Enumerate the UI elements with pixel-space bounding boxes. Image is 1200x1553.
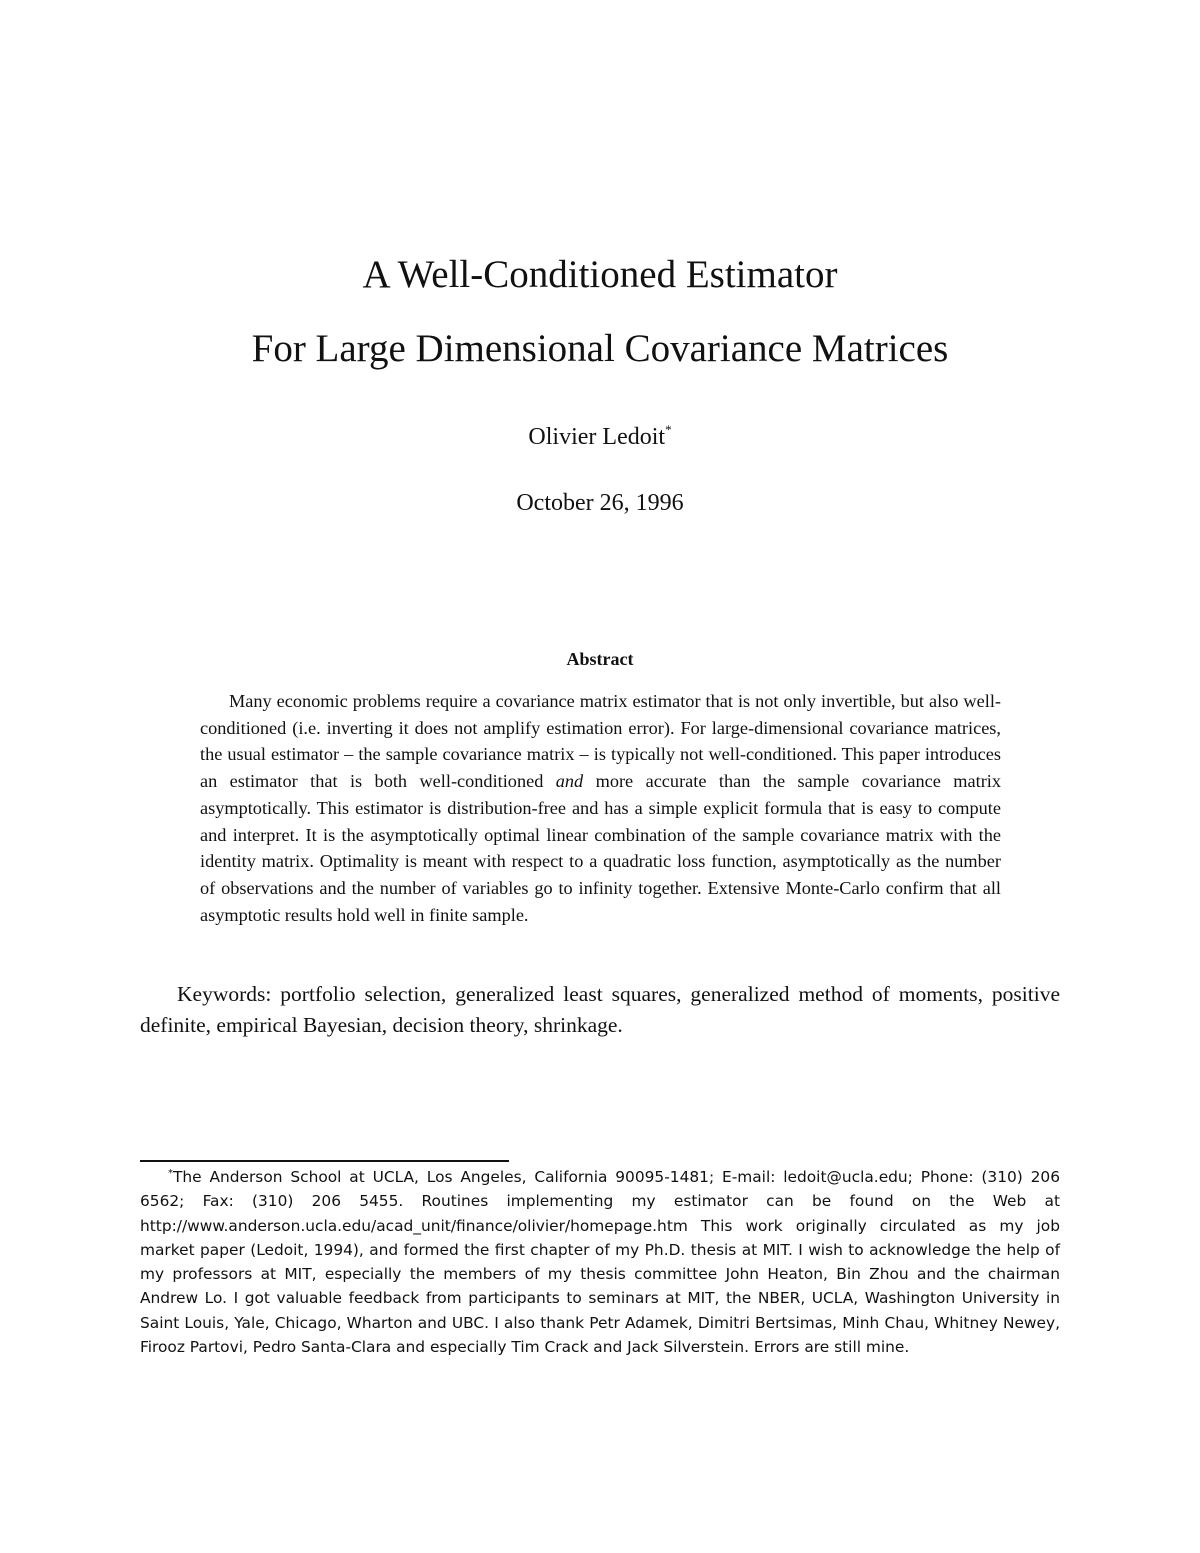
author-line xyxy=(0,422,1200,450)
abstract-heading: Abstract xyxy=(566,649,634,669)
paper-title-line-1: A Well-Conditioned Estimator xyxy=(362,253,838,296)
author-footnote-marker: * xyxy=(665,422,672,437)
abstract-emphasis: and xyxy=(555,771,584,792)
footnote-text: The Anderson School at UCLA, Los Angeles, California 90095-1481; E-mail: ledoit@ucla.edu; Phone: (310) 206 6562; Fax: (310) 206 5455. Routines implementing my estimator can be found on the Web at http://www.anderson.ucla.edu/acad_unit/finance/olivier/homepage.htm This work originally circulated as my job market paper (Ledoit, 1994), and formed the first chapter of my Ph.D. thesis at MIT. I wish to acknowledge the help of my professors at MIT, especially the members of my thesis committee John Heaton, Bin Zhou and the chairman Andrew Lo. I got valuable feedback from participants to seminars at MIT, the NBER, UCLA, Washington University in Saint Louis, Yale, Chicago, Wharton and UBC. I also thank Petr Adamek, Dimitri Bertsimas, Minh Chau, Whitney Newey, Firooz Partovi, Pedro Santa-Clara and especially Tim Crack and Jack Silverstein. Errors are still mine. xyxy=(140,1168,1060,1357)
abstract-text-part-1: Many economic problems require a covariance matrix estimator that is not only invertible, but also well-conditioned (i.e. inverting it does not amplify estimation error). For large-dimensional covariance matrices, the usual estimator – the sample covariance matrix – is typically not well-conditioned. This paper introduces an estimator that is both well-conditioned xyxy=(200,691,1001,792)
author-name: Olivier Ledoit xyxy=(528,424,666,450)
abstract-body xyxy=(200,688,1001,928)
paper-title-line-2: For Large Dimensional Covariance Matrices xyxy=(251,327,949,370)
footnote-separator xyxy=(140,1160,509,1162)
keywords-paragraph: Keywords: portfolio selection, generalized least squares, generalized method of moments, positive definite, empirical Bayesian, decision theory, shrinkage. xyxy=(140,982,1060,1037)
abstract-text-part-2: more accurate than the sample covariance matrix asymptotically. This estimator is distribution-free and has a simple explicit formula that is easy to compute and interpret. It is the asymptotically optimal linear combination of the sample covariance matrix with the identity matrix. Optimality is meant with respect to a quadratic loss function, asymptotically as the number of observations and the number of variables go to infinity together. Extensive Monte-Carlo confirm that all asymptotic results hold well in finite sample. xyxy=(200,771,1002,925)
footnote xyxy=(140,1165,1060,1359)
paper-date: October 26, 1996 xyxy=(516,490,684,516)
footnote-marker: * xyxy=(168,1168,173,1179)
